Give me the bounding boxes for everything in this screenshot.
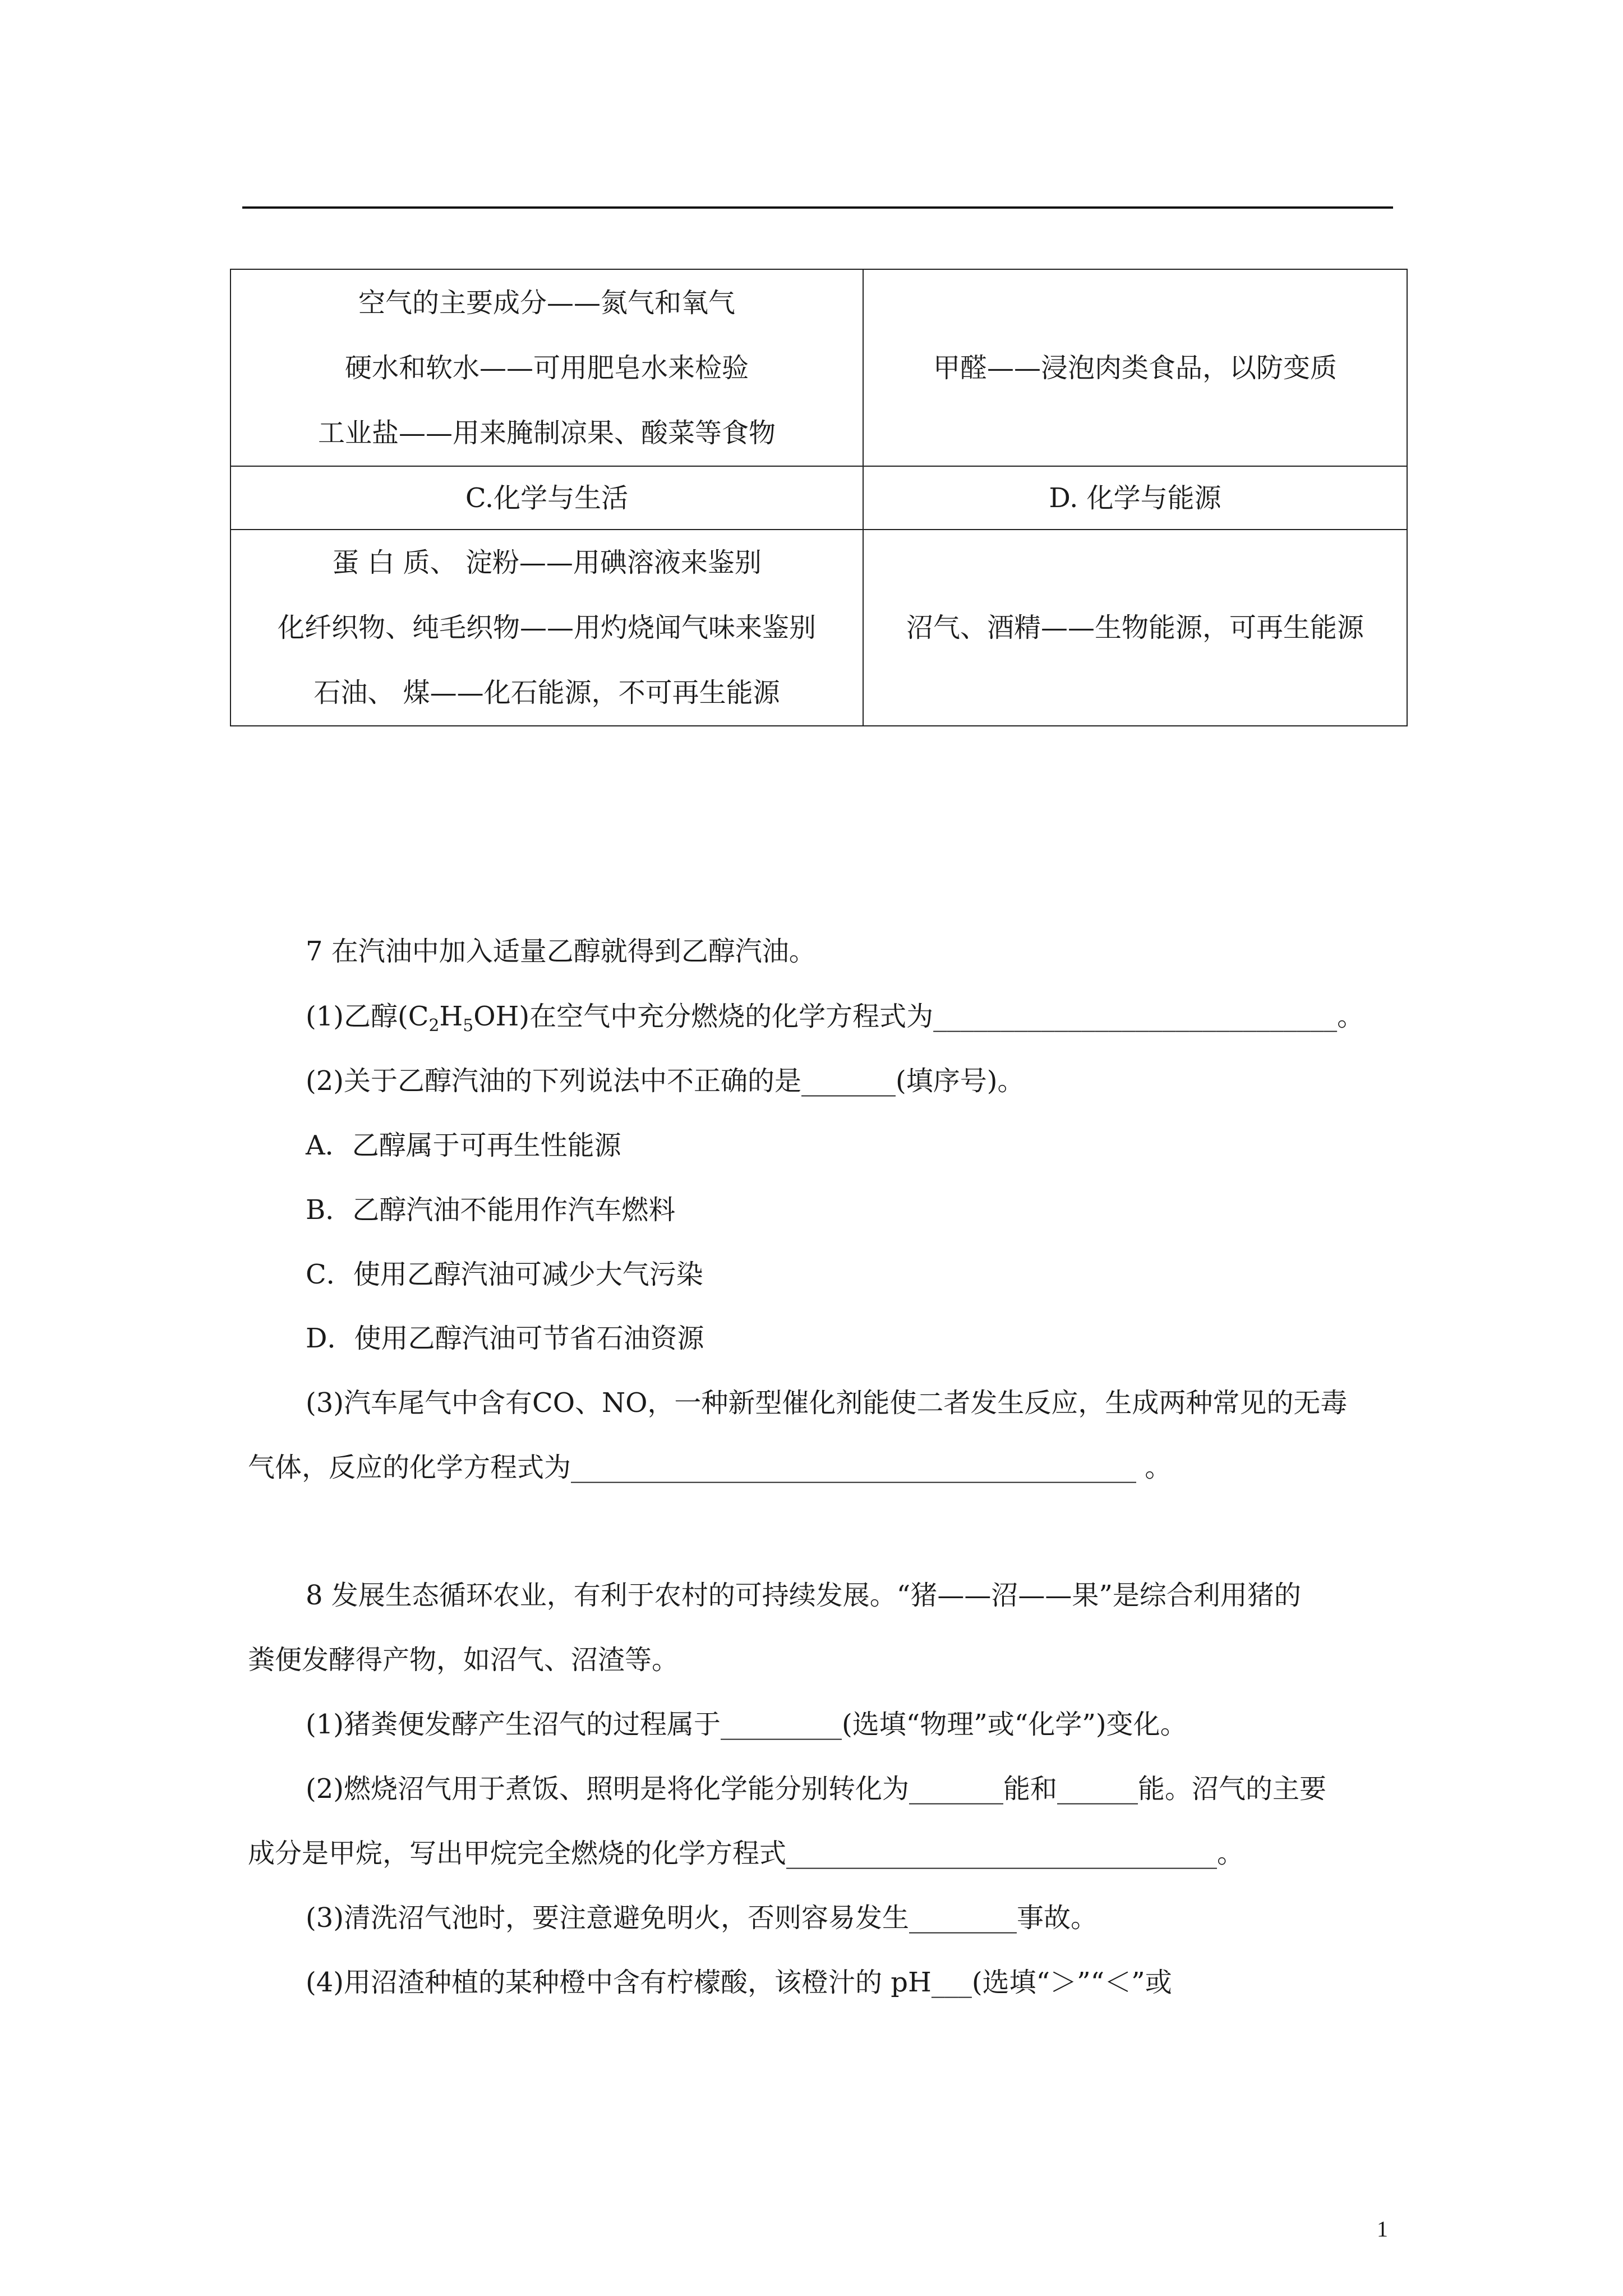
table-row [230,269,1407,466]
q7-part3-line2: 气体，反应的化学方程式为__________________________________________ 。 [248,1452,1172,1483]
q7-part1 [306,1001,1364,1036]
q8-stem-line2: 粪便发酵得产物，如沼气、沼渣等。 [248,1644,679,1676]
table-line: 硬水和软水——可用肥皂水来检验 [344,352,749,384]
page-number: 1 [1377,2216,1388,2242]
q7-option-d: D．使用乙醇汽油可节省石油资源 [306,1323,704,1354]
knowledge-table [230,269,1408,726]
q7-part1-prefix: (1)乙醇(C [306,1001,429,1032]
q7-part2: (2)关于乙醇汽油的下列说法中不正确的是_______(填序号)。 [306,1065,1025,1097]
subscript: 2 [428,1016,440,1036]
table-cell-row3-right: 沼气、酒精——生物能源，可再生能源 [863,530,1407,726]
table-cell-row3-left [230,530,863,726]
q8-part1: (1)猪粪便发酵产生沼气的过程属于_________(选填“物理”或“化学”)变化。 [306,1709,1187,1740]
q7-stem: 7 在汽油中加入适量乙醇就得到乙醇汽油。 [306,936,816,967]
header-rule [242,206,1393,209]
q7-option-c: C．使用乙醇汽油可减少大气污染 [306,1259,703,1290]
table-line: 石油、 煤——化石能源，不可再生能源 [313,677,780,708]
table-line: 工业盐——用来腌制凉果、酸菜等食物 [317,417,776,449]
q8-stem-line1: 8 发展生态循环农业，有利于农村的可持续发展。“猪——沼——果”是综合利用猪的 [306,1580,1301,1611]
table-cell-row1-right: 甲醛——浸泡肉类食品，以防变质 [863,269,1407,466]
q8-part2-line2: 成分是甲烷，写出甲烷完全燃烧的化学方程式________________________________。 [248,1838,1244,1869]
q7-option-a: A．乙醇属于可再生性能源 [306,1130,621,1161]
q8-part3: (3)清洗沼气池时，要注意避免明火，否则容易发生________事故。 [306,1902,1098,1934]
q7-part1-suffix: OH)在空气中充分燃烧的化学方程式为______________________________。 [473,1001,1364,1032]
table-line: 化纤织物、纯毛织物——用灼烧闻气味来鉴别 [277,612,816,643]
q7-part3-line1: (3)汽车尾气中含有CO、NO，一种新型催化剂能使二者发生反应，生成两种常见的无毒 [306,1387,1348,1419]
table-line: 蛋 白 质、 淀粉——用碘溶液来鉴别 [332,547,762,578]
table-cell-row1-left [230,269,863,466]
table-header-c: C.化学与生活 [230,466,863,530]
table-row [230,530,1407,726]
table-row [230,466,1407,530]
table-header-d: D. 化学与能源 [863,466,1407,530]
q8-part4: (4)用沼渣种植的某种橙中含有柠檬酸，该橙汁的 pH___(选填“＞”“＜”或 [306,1967,1172,1998]
q8-part2-line1: (2)燃烧沼气用于煮饭、照明是将化学能分别转化为_______能和______能。沼气的主要 [306,1773,1326,1805]
table-line: 空气的主要成分——氮气和氧气 [358,287,735,319]
q7-option-b: B．乙醇汽油不能用作汽车燃料 [306,1194,676,1226]
q7-part1-mid: H [439,1001,463,1032]
subscript: 5 [463,1016,474,1036]
